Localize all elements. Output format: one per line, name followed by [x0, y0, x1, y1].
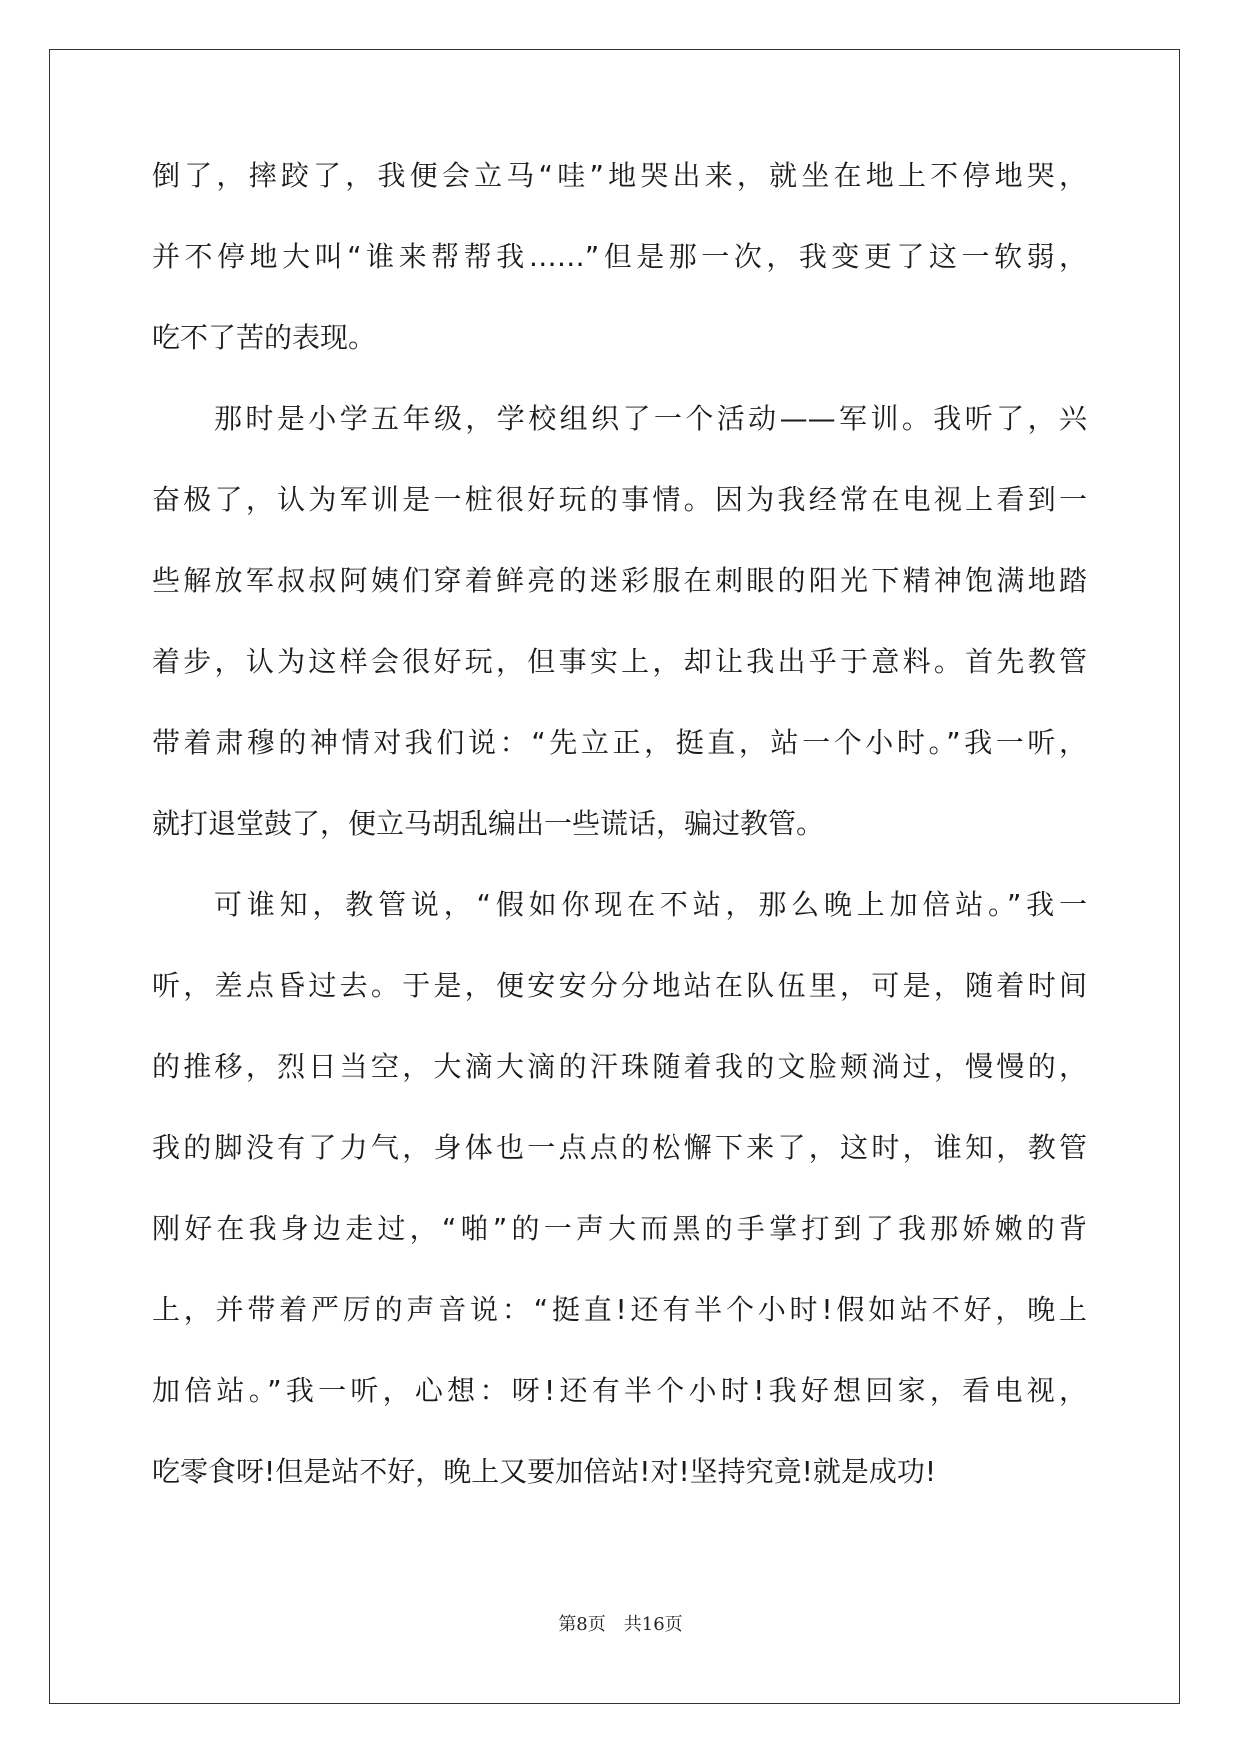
text-line: 吃不了苦的表现。 — [152, 321, 377, 354]
text-line: 刚好在我身边走过，“啪”的一声大而黑的手掌打到了我那娇嫩的背 — [152, 1212, 1087, 1245]
text-line: 吃零食呀!但是站不好，晚上又要加倍站!对!坚持究竟!就是成功! — [152, 1455, 937, 1488]
document-body — [152, 158, 1087, 1535]
text-line: 就打退堂鼓了，便立马胡乱编出一些谎话，骗过教管。 — [152, 807, 825, 840]
text-line: 倒了，摔跤了，我便会立马“哇”地哭出来，就坐在地上不停地哭， — [152, 159, 1087, 192]
text-line: 并不停地大叫“谁来帮帮我……”但是那一次，我变更了这一软弱， — [152, 240, 1087, 273]
text-line: 加倍站。”我一听，心想：呀!还有半个小时!我好想回家，看电视， — [152, 1374, 1087, 1407]
text-line: 听，差点昏过去。于是，便安安分分地站在队伍里，可是，随着时间 — [152, 969, 1087, 1002]
text-line: 我的脚没有了力气，身体也一点点的松懈下来了，这时，谁知，教管 — [152, 1131, 1087, 1164]
text-line: 那时是小学五年级，学校组织了一个活动——军训。我听了，兴 — [214, 402, 1087, 435]
text-line: 着步，认为这样会很好玩，但事实上，却让我出乎于意料。首先教管 — [152, 645, 1087, 678]
text-line: 带着肃穆的神情对我们说：“先立正，挺直，站一个小时。”我一听， — [152, 726, 1087, 759]
page-number: 第8页 共16页 — [558, 1614, 683, 1635]
text-line: 上，并带着严厉的声音说：“挺直!还有半个小时!假如站不好，晚上 — [152, 1293, 1087, 1326]
text-line: 的推移，烈日当空，大滴大滴的汗珠随着我的文脸颊淌过，慢慢的， — [152, 1050, 1087, 1083]
text-line: 奋极了，认为军训是一桩很好玩的事情。因为我经常在电视上看到一 — [152, 483, 1087, 516]
text-line: 可谁知，教管说，“假如你现在不站，那么晚上加倍站。”我一 — [214, 888, 1087, 921]
text-line: 些解放军叔叔阿姨们穿着鲜亮的迷彩服在刺眼的阳光下精神饱满地踏 — [152, 564, 1087, 597]
